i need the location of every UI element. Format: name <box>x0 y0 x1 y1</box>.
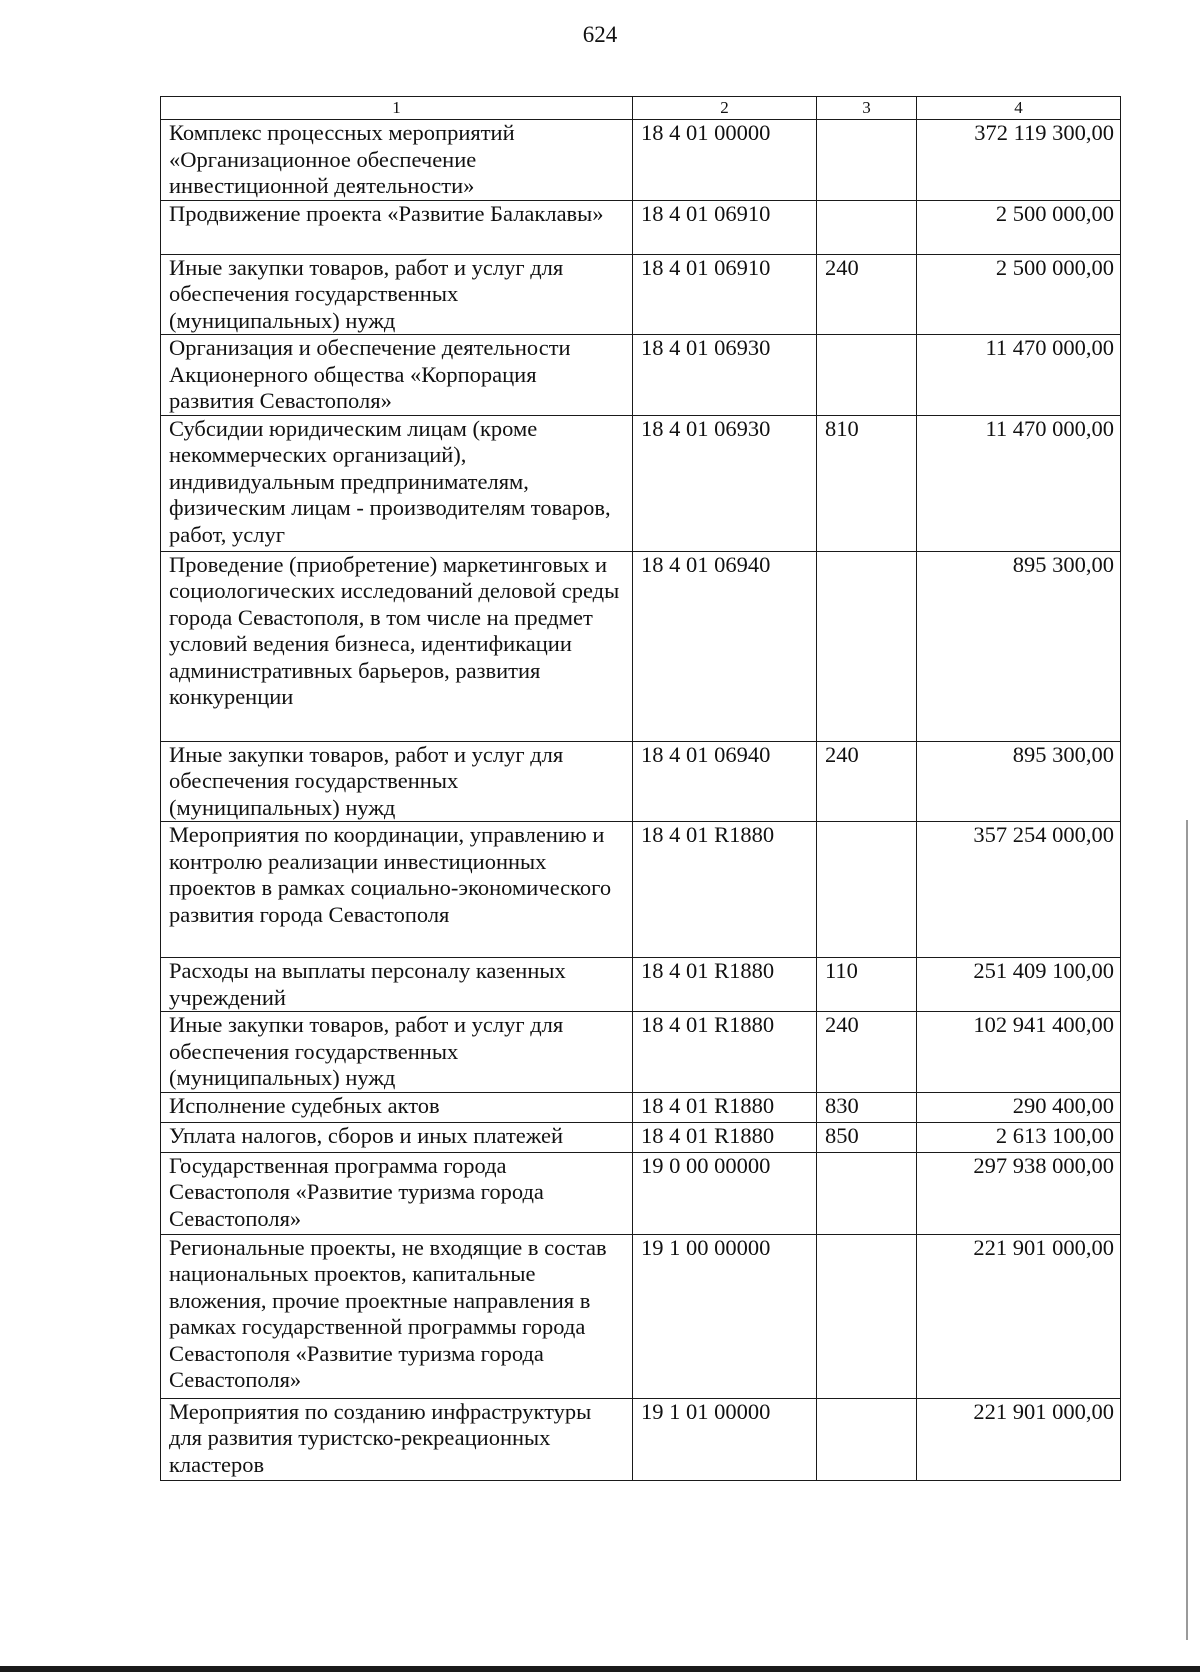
page-number: 624 <box>582 22 618 47</box>
table-row <box>161 335 1121 416</box>
row-sum: 297 938 000,00 <box>917 1152 1121 1234</box>
table-row <box>161 254 1121 335</box>
row-name: Региональные проекты, не входящие в состав национальных проектов, капитальные вложения, прочие проектные направления в рамках государственной программы города Севастополя «Развитие туризма города Севастополя» <box>161 1234 633 1398</box>
table-row <box>161 120 1121 201</box>
row-code: 18 4 01 00000 <box>633 120 817 201</box>
row-type <box>817 1234 917 1398</box>
row-name: Иные закупки товаров, работ и услуг для обеспечения государственных (муниципальных) нужд <box>161 741 633 822</box>
row-sum: 357 254 000,00 <box>917 822 1121 958</box>
row-sum: 290 400,00 <box>917 1092 1121 1122</box>
row-type <box>817 822 917 958</box>
row-name: Государственная программа города Севастополя «Развитие туризма города Севастополя» <box>161 1152 633 1234</box>
header-cell: 2 <box>633 97 817 120</box>
row-type <box>817 551 917 741</box>
row-name: Комплекс процессных мероприятий «Организационное обеспечение инвестиционной деятельности» <box>161 120 633 201</box>
row-type: 850 <box>817 1122 917 1152</box>
row-sum: 2 500 000,00 <box>917 254 1121 335</box>
row-code: 18 4 01 R1880 <box>633 1122 817 1152</box>
row-name: Субсидии юридическим лицам (кроме некоммерческих организаций), индивидуальным предпринимателям, физическим лицам - производителям товаров, работ, услуг <box>161 415 633 551</box>
row-sum: 251 409 100,00 <box>917 958 1121 1012</box>
row-sum: 221 901 000,00 <box>917 1234 1121 1398</box>
row-type: 240 <box>817 1012 917 1093</box>
row-code: 18 4 01 R1880 <box>633 1092 817 1122</box>
row-code: 18 4 01 06940 <box>633 551 817 741</box>
row-type: 240 <box>817 254 917 335</box>
row-code: 18 4 01 06910 <box>633 254 817 335</box>
row-code: 19 1 00 00000 <box>633 1234 817 1398</box>
table-row <box>161 1122 1121 1152</box>
scan-bottom-edge <box>0 1666 1200 1672</box>
table-row <box>161 551 1121 741</box>
row-sum: 2 613 100,00 <box>917 1122 1121 1152</box>
table-row <box>161 1152 1121 1234</box>
row-code: 18 4 01 R1880 <box>633 822 817 958</box>
row-code: 18 4 01 R1880 <box>633 1012 817 1093</box>
row-code: 18 4 01 R1880 <box>633 958 817 1012</box>
row-type <box>817 200 917 254</box>
row-name: Мероприятия по координации, управлению и контролю реализации инвестиционных проектов в рамках социально-экономического развития города Севастополя <box>161 822 633 958</box>
header-cell: 3 <box>817 97 917 120</box>
table-row <box>161 1398 1121 1480</box>
row-name: Уплата налогов, сборов и иных платежей <box>161 1122 633 1152</box>
row-sum: 895 300,00 <box>917 741 1121 822</box>
table-row <box>161 741 1121 822</box>
row-code: 18 4 01 06910 <box>633 200 817 254</box>
row-type <box>817 1152 917 1234</box>
row-name: Исполнение судебных актов <box>161 1092 633 1122</box>
row-sum: 895 300,00 <box>917 551 1121 741</box>
row-code: 18 4 01 06930 <box>633 335 817 416</box>
row-type: 240 <box>817 741 917 822</box>
budget-table <box>160 96 1121 1481</box>
table-row <box>161 822 1121 958</box>
row-name: Иные закупки товаров, работ и услуг для обеспечения государственных (муниципальных) нужд <box>161 1012 633 1093</box>
row-sum: 2 500 000,00 <box>917 200 1121 254</box>
row-name: Расходы на выплаты персоналу казенных учреждений <box>161 958 633 1012</box>
row-sum: 102 941 400,00 <box>917 1012 1121 1093</box>
header-cell: 4 <box>917 97 1121 120</box>
row-sum: 221 901 000,00 <box>917 1398 1121 1480</box>
row-type: 110 <box>817 958 917 1012</box>
table-row <box>161 1234 1121 1398</box>
row-name: Продвижение проекта «Развитие Балаклавы» <box>161 200 633 254</box>
table-row <box>161 958 1121 1012</box>
table-row <box>161 1012 1121 1093</box>
row-type: 810 <box>817 415 917 551</box>
row-name: Организация и обеспечение деятельности Акционерного общества «Корпорация развития Севастополя» <box>161 335 633 416</box>
row-type <box>817 120 917 201</box>
row-sum: 372 119 300,00 <box>917 120 1121 201</box>
header-cell: 1 <box>161 97 633 120</box>
row-name: Мероприятия по созданию инфраструктуры для развития туристско-рекреационных кластеров <box>161 1398 633 1480</box>
row-sum: 11 470 000,00 <box>917 335 1121 416</box>
row-code: 19 1 01 00000 <box>633 1398 817 1480</box>
table-header-row <box>161 97 1121 120</box>
row-code: 19 0 00 00000 <box>633 1152 817 1234</box>
row-type: 830 <box>817 1092 917 1122</box>
row-code: 18 4 01 06940 <box>633 741 817 822</box>
row-type <box>817 1398 917 1480</box>
row-name: Проведение (приобретение) маркетинговых и социологических исследований деловой среды города Севастополя, в том числе на предмет условий ведения бизнеса, идентификации административных барьеров, развития конкуренции <box>161 551 633 741</box>
scan-edge-line <box>1186 820 1188 1640</box>
table-row <box>161 1092 1121 1122</box>
row-code: 18 4 01 06930 <box>633 415 817 551</box>
row-type <box>817 335 917 416</box>
row-sum: 11 470 000,00 <box>917 415 1121 551</box>
table-row <box>161 200 1121 254</box>
row-name: Иные закупки товаров, работ и услуг для обеспечения государственных (муниципальных) нужд <box>161 254 633 335</box>
table-row <box>161 415 1121 551</box>
